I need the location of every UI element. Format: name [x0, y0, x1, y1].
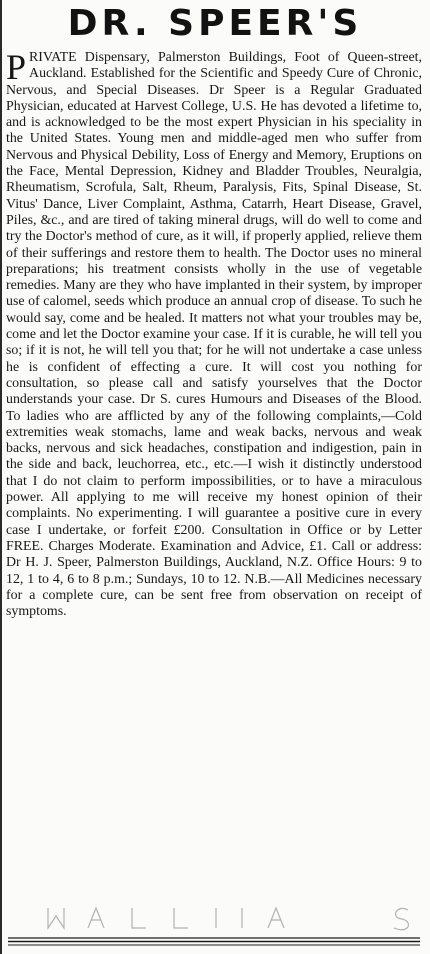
advertisement-headline: DR. SPEER'S — [67, 3, 363, 44]
advertisement-body-text: RIVATE Dispensary, Palmerston Buildings, Foot of Queen-street, Auckland. Established for the Scientific and Speedy Cure of Chronic, Nervous, and Special Diseases. Dr Speer is a Regular Graduated Physician, educated at Harvest College, U.S. He has devoted a lifetime to, and is acknowledged to be the most expert Physician in his speciality in the United States. Young men and middle-aged men who suffer from Nervous and Physical Debility, Loss of Energy and Memory, Eruptions on the Face, Mental Depression, Kidney and Bladder Troubles, Neuralgia, Rheumatism, Scrofula, Salt, Rheum, Paralysis, Fits, Spinal Disease, St. Vitus' Dance, Liver Complaint, Asthma, Catarrh, Heart Disease, Gravel, Piles, &c., and are tired of taking mineral drugs, will do well to come and try the Doctor's method of cure, as it will, if properly applied, relieve them of their sufferings and restore them to health. The Doctor uses no mineral preparations; his treatment consists wholly in the use of vegetable remedies. Many are they who have implanted in their system, by improper use of calomel, seeds which produce an annual crop of disease. To such he would say, come and be healed. It matters not what your troubles may be, come and let the Doctor examine your case. If it is curable, he will tell you so; if it is not, he will tell you that; for he will not undertake a case unless he is confident of effecting a cure. It will cost you nothing for consultation, so please call and satisfy yourselves that the Doctor understands your case. Dr S. cures Humours and Diseases of the Blood. To ladies who are afflicted by any of the following complaints,—Cold extremities weak stomachs, lame and weak backs, nervous and weak backs, nervous and sick headaches, constipation and indigestion, pain in the side and back, leuchorrea, etc., etc.—I wish it distinctly understood that I do not claim to perform impossibilities, or to have a miraculous power. All applying to me will receive my honest opinion of their complaints. No experimenting. I will guarantee a positive cure in every case I undertake, or forfeit £200. Consultation in Office or by Letter FREE. Charges Moderate. Examination and Advice, £1. Call or address: Dr H. J. Speer, Palmerston Buildings, Auckland, N.Z. Office Hours: 9 to 12, 1 to 4, 6 to 8 p.m.; Sundays, 10 to 12. N.B.—All Medicines necessary for a complete cure, can be sent free from observation on receipt of symptoms. — [6, 50, 422, 620]
footer-ornament — [4, 904, 424, 950]
advertisement-body — [6, 47, 422, 620]
drop-cap: P — [6, 47, 27, 87]
bottom-rules — [8, 938, 420, 945]
column-edge-rule — [0, 0, 2, 954]
faint-bleed-through-lettering — [48, 908, 408, 930]
